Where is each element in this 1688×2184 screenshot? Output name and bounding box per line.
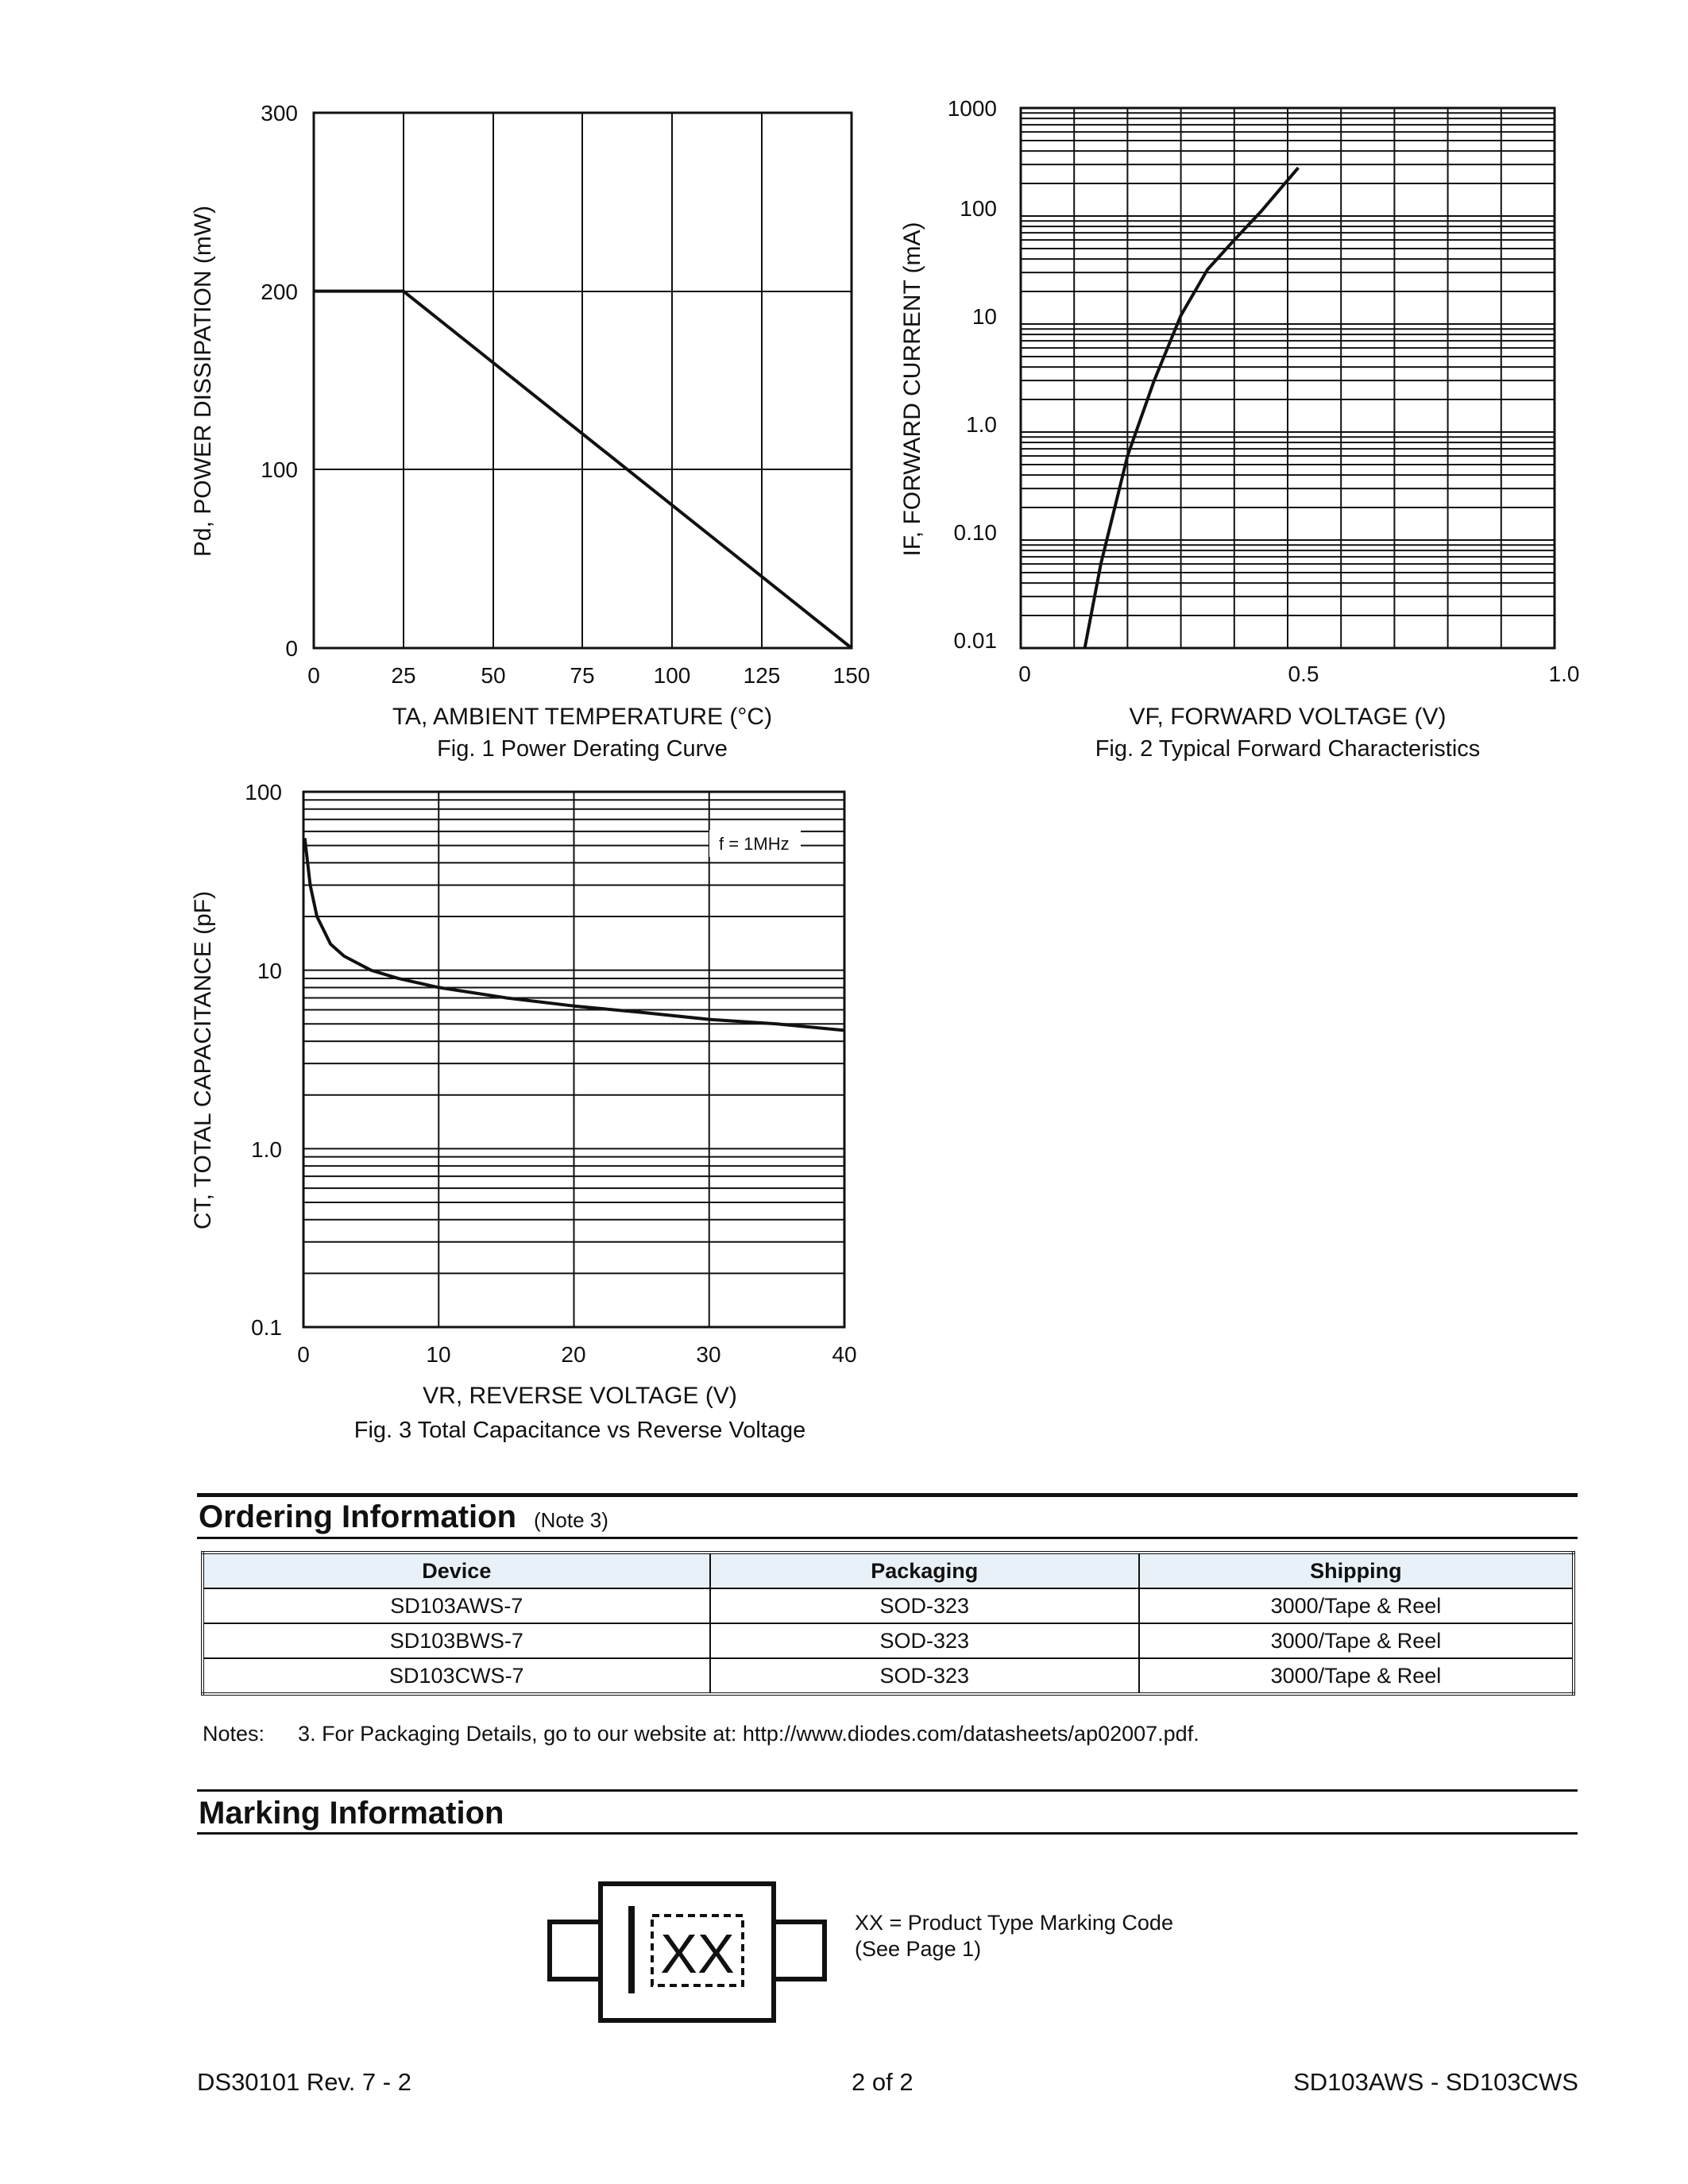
footer-part-numbers: SD103AWS - SD103CWS bbox=[1293, 2068, 1578, 2096]
fig3-annotation-text: f = 1MHz bbox=[719, 834, 790, 854]
fig1-chart bbox=[183, 95, 898, 786]
fig2-ytick: 1.0 bbox=[966, 412, 997, 437]
marking-legend-line1: XX = Product Type Marking Code bbox=[855, 1911, 1173, 1935]
ordering-title: Ordering Information bbox=[199, 1499, 516, 1534]
footer-doc-id: DS30101 Rev. 7 - 2 bbox=[197, 2068, 411, 2096]
fig2-xtick: 0.5 bbox=[1288, 662, 1319, 686]
cell-shipping: 3000/Tape & Reel bbox=[1139, 1623, 1574, 1658]
fig1-ytick: 200 bbox=[261, 280, 298, 304]
fig3-xtick: 30 bbox=[696, 1342, 721, 1367]
fig1-xtick: 0 bbox=[307, 663, 320, 688]
fig3-xtick: 10 bbox=[426, 1342, 451, 1367]
fig1-x-ticks bbox=[307, 663, 870, 688]
fig3-caption: Fig. 3 Total Capacitance vs Reverse Voltage bbox=[353, 1418, 806, 1443]
fig3-xtick: 40 bbox=[832, 1342, 857, 1367]
column-header-device: Device bbox=[203, 1553, 710, 1588]
cell-shipping: 3000/Tape & Reel bbox=[1139, 1658, 1574, 1694]
fig3-xtick: 20 bbox=[561, 1342, 586, 1367]
marking-code: XX bbox=[660, 1923, 735, 1985]
cell-device: SD103BWS-7 bbox=[203, 1623, 710, 1658]
fig3-ytick: 1.0 bbox=[251, 1137, 282, 1162]
fig3-x-axis-label: VR, REVERSE VOLTAGE (V) bbox=[423, 1383, 737, 1409]
fig1-grid bbox=[314, 113, 852, 648]
table-row bbox=[203, 1588, 1574, 1623]
fig1-xtick: 50 bbox=[481, 663, 506, 688]
ordering-title-row bbox=[199, 1499, 608, 1535]
fig2-x-axis-label: VF, FORWARD VOLTAGE (V) bbox=[1129, 704, 1447, 730]
ordering-bottom-rule bbox=[197, 1537, 1578, 1539]
fig1-x-axis-label: TA, AMBIENT TEMPERATURE (°C) bbox=[392, 704, 773, 730]
fig2-ytick: 1000 bbox=[947, 96, 997, 121]
fig3-x-ticks bbox=[297, 1342, 856, 1367]
fig2-x-ticks bbox=[1018, 662, 1579, 686]
table-row bbox=[203, 1623, 1574, 1658]
footer-page-number: 2 of 2 bbox=[852, 2068, 914, 2096]
fig1-xtick: 125 bbox=[743, 663, 781, 688]
fig1-xtick: 100 bbox=[653, 663, 691, 688]
fig2-y-axis-label: IF, FORWARD CURRENT (mA) bbox=[899, 222, 925, 557]
fig3-ytick: 100 bbox=[245, 780, 282, 805]
fig1-xtick: 25 bbox=[391, 663, 416, 688]
fig3-grid bbox=[303, 792, 844, 1327]
fig1-y-ticks bbox=[261, 101, 298, 661]
fig2-ytick: 0.01 bbox=[953, 628, 997, 653]
table-row bbox=[203, 1658, 1574, 1694]
cell-packaging: SOD-323 bbox=[710, 1658, 1139, 1694]
cell-shipping: 3000/Tape & Reel bbox=[1139, 1588, 1574, 1623]
fig3-y-axis-label: CT, TOTAL CAPACITANCE (pF) bbox=[190, 890, 216, 1230]
fig2-ytick: 10 bbox=[971, 304, 997, 329]
marking-title: Marking Information bbox=[199, 1796, 504, 1831]
fig2-chart bbox=[890, 95, 1605, 786]
cell-packaging: SOD-323 bbox=[710, 1623, 1139, 1658]
cell-device: SD103AWS-7 bbox=[203, 1588, 710, 1623]
notes-label: Notes: bbox=[203, 1722, 265, 1746]
table-header-row bbox=[203, 1553, 1574, 1588]
column-header-packaging: Packaging bbox=[710, 1553, 1139, 1588]
fig1-y-axis-label: Pd, POWER DISSIPATION (mW) bbox=[190, 205, 216, 558]
fig3-y-ticks bbox=[245, 780, 282, 1340]
fig3-ytick: 0.1 bbox=[251, 1315, 282, 1340]
marking-legend bbox=[855, 1910, 1173, 1962]
ordering-note-ref: (Note 3) bbox=[534, 1508, 608, 1532]
fig1-xtick: 150 bbox=[832, 663, 871, 688]
notes bbox=[203, 1722, 1199, 1746]
marking-legend-line2: (See Page 1) bbox=[855, 1937, 982, 1961]
cell-packaging: SOD-323 bbox=[710, 1588, 1139, 1623]
notes-text: 3. For Packaging Details, go to our website at: http://www.diodes.com/datasheets/ap02007.pdf. bbox=[298, 1722, 1199, 1746]
ordering-top-rule bbox=[197, 1493, 1578, 1497]
marking-diagram bbox=[540, 1874, 842, 2033]
fig1-caption: Fig. 1 Power Derating Curve bbox=[437, 736, 728, 762]
fig3-xtick: 0 bbox=[297, 1342, 310, 1367]
fig1-ytick: 300 bbox=[261, 101, 298, 125]
ordering-table bbox=[201, 1551, 1575, 1696]
fig3-ytick: 10 bbox=[257, 959, 282, 983]
fig1-ytick: 0 bbox=[285, 636, 298, 661]
fig2-ytick: 100 bbox=[960, 196, 997, 221]
fig2-xtick: 0 bbox=[1018, 662, 1031, 686]
fig2-ytick: 0.10 bbox=[953, 520, 997, 545]
fig1-xtick: 75 bbox=[570, 663, 595, 688]
fig2-caption: Fig. 2 Typical Forward Characteristics bbox=[1095, 736, 1481, 762]
fig2-xtick: 1.0 bbox=[1548, 662, 1580, 686]
cell-device: SD103CWS-7 bbox=[203, 1658, 710, 1694]
fig3-chart bbox=[183, 774, 898, 1473]
fig3-annotation bbox=[709, 830, 801, 857]
fig1-ytick: 100 bbox=[261, 457, 298, 482]
column-header-shipping: Shipping bbox=[1139, 1553, 1574, 1588]
marking-top-rule bbox=[197, 1789, 1578, 1792]
fig2-y-ticks bbox=[948, 96, 997, 653]
marking-bottom-rule bbox=[197, 1832, 1578, 1835]
